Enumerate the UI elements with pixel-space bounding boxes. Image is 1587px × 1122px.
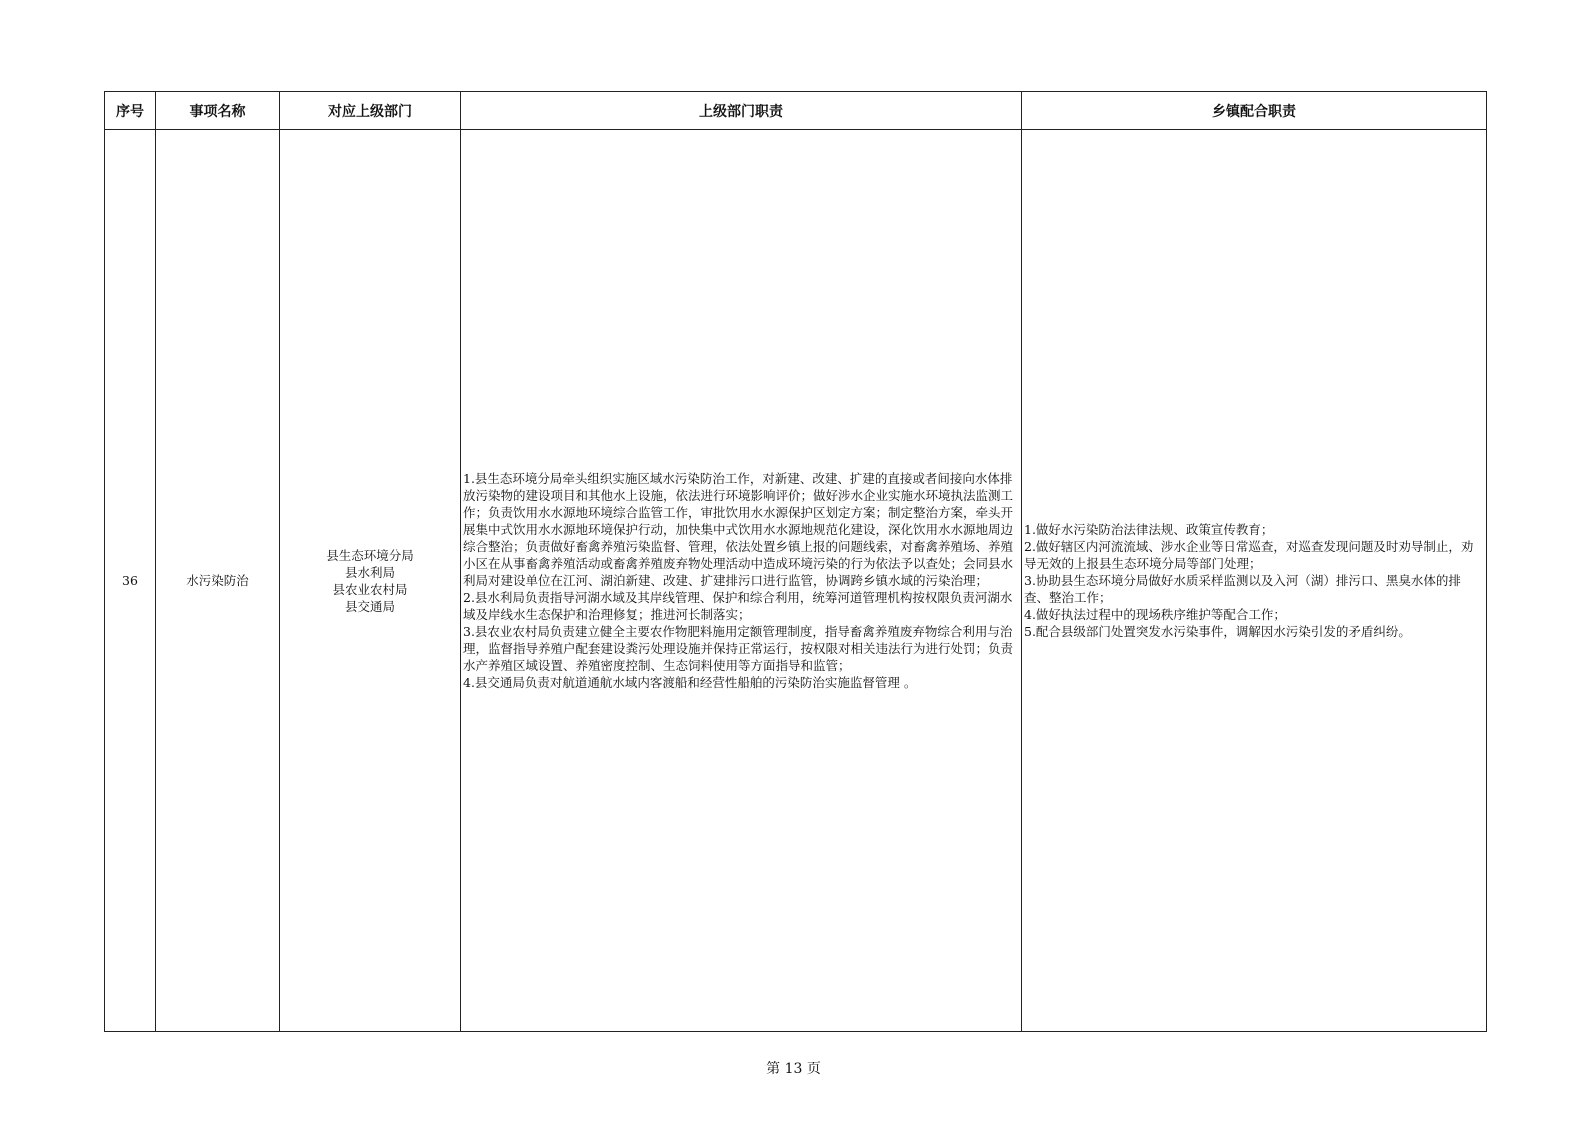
duty-paragraph: 1.县生态环境分局牵头组织实施区域水污染防治工作，对新建、改建、扩建的直接或者间接向水体排放污染物的建设项目和其他水上设施，依法进行环境影响评价；做好涉水企业实施水环境执法监测工作；负责饮用水水源地环境综合监管工作，审批饮用水水源保护区划定方案；制定整治方案，牵头开展集中式饮用水水源地环境保护行动，加快集中式饮用水水源地规范化建设，深化饮用水水源地周边综合整治；负责做好畜禽养殖污染监督、管理，依法处置乡镇上报的问题线索，对畜禽养殖场、养殖小区在从事畜禽养殖活动或畜禽养殖废弃物处理活动中造成环境污染的行为依法予以查处；会同县水利局对建设单位在江河、湖泊新建、改建、扩建排污口进行监管，协调跨乡镇水域的污染治理；: [463, 471, 1014, 588]
table-header-row: [105, 92, 1487, 130]
header-superior-department: 对应上级部门: [280, 92, 461, 130]
header-township-duties: 乡镇配合职责: [1022, 92, 1487, 130]
duty-paragraph: 1.做好水污染防治法律法规、政策宣传教育；: [1024, 522, 1274, 537]
duty-table: [104, 91, 1487, 1032]
duty-paragraph: 5.配合县级部门处置突发水污染事件，调解因水污染引发的矛盾纠纷。: [1024, 624, 1411, 639]
department-line: 县农业农村局: [332, 581, 408, 597]
department-line: 县生态环境分局: [326, 547, 414, 563]
duty-paragraph: 3.县农业农村局负责建立健全主要农作物肥料施用定额管理制度，指导畜禽养殖废弃物综合利用与治理，监督指导养殖户配套建设粪污处理设施并保持正常运行，按权限对相关违法行为进行处罚；负责水产养殖区域设置、养殖密度控制、生态饲料使用等方面指导和监管；: [463, 624, 1014, 673]
duty-paragraph: 2.县水利局负责指导河湖水域及其岸线管理、保护和综合利用，统筹河道管理机构按权限负责河湖水域及岸线水生态保护和治理修复；推进河长制落实；: [463, 590, 1013, 622]
department-line: 县水利局: [344, 564, 395, 580]
duty-paragraph: 2.做好辖区内河流流域、涉水企业等日常巡查，对巡查发现问题及时劝导制止，劝导无效的上报县生态环境分局等部门处理；: [1024, 539, 1474, 571]
duty-paragraph: 3.协助县生态环境分局做好水质采样监测以及入河（湖）排污口、黑臭水体的排查、整治工作；: [1024, 573, 1461, 605]
cell-departments: [280, 130, 461, 1032]
header-number: 序号: [105, 92, 156, 130]
cell-item-name: 水污染防治: [156, 130, 280, 1032]
department-line: 县交通局: [344, 598, 395, 614]
duty-paragraph: 4.县交通局负责对航道通航水域内客渡船和经营性船舶的污染防治实施监督管理 。: [463, 675, 917, 690]
duty-paragraph: 4.做好执法过程中的现场秩序维护等配合工作；: [1024, 607, 1286, 622]
cell-superior-duties: [461, 130, 1022, 1032]
cell-township-duties: [1022, 130, 1487, 1032]
page-number: 第 13 页: [766, 1061, 821, 1077]
table-row: [105, 130, 1487, 1032]
header-item-name: 事项名称: [156, 92, 280, 130]
header-superior-duties: 上级部门职责: [461, 92, 1022, 130]
cell-number: 36: [105, 130, 156, 1032]
